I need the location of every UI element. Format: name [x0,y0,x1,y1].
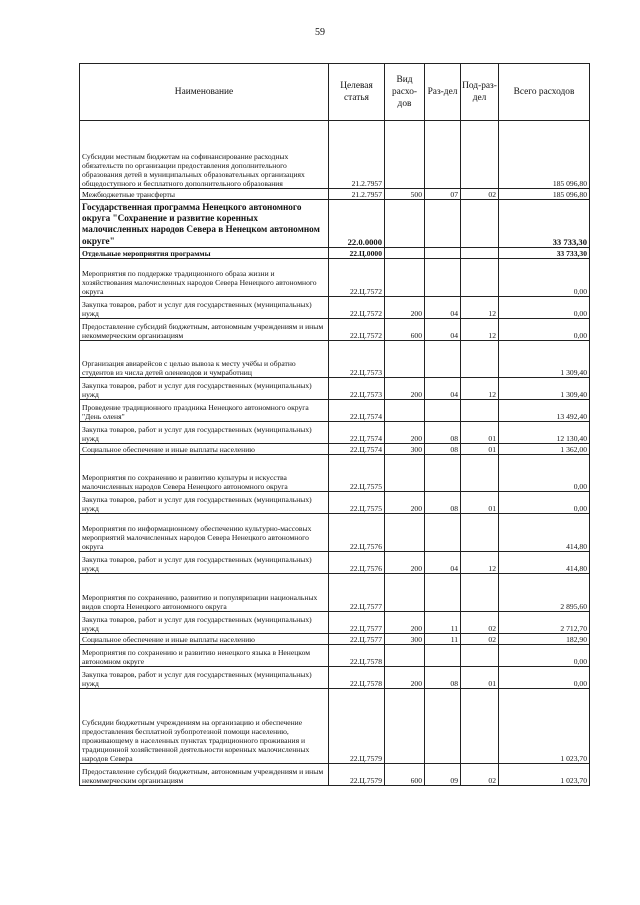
row-total: 0,00 [499,259,590,297]
row-name: Субсидии местным бюджетам на софинансирование расходных обязательств по организации предоставления дополнительного образования детей в муниципальных образовательных организациях общедоступного и бесплатного дополнительного образования [80,121,329,189]
row-section [425,200,461,248]
header-type: Вид расхо-дов [385,64,425,121]
row-name: Субсидии бюджетным учреждениям на организацию и обеспечение предоставления бесплатной зубопротезной помощи населению, проживающему в населенных пунктах традиционного проживания и традиционной хозяйственной деятельности коренных малочисленных народов Севера [80,689,329,764]
row-total: 33 733,30 [499,200,590,248]
table-row [80,764,590,786]
row-subsection: 02 [461,612,499,634]
row-subsection [461,400,499,422]
row-type: 200 [385,552,425,574]
row-total: 2 712,70 [499,612,590,634]
table-row [80,248,590,259]
row-article: 22.Ц.7577 [329,634,385,645]
row-section [425,574,461,612]
header-article: Целевая статья [329,64,385,121]
row-section [425,689,461,764]
row-total: 1 362,00 [499,444,590,455]
row-article: 22.Ц.7578 [329,667,385,689]
row-subsection: 12 [461,552,499,574]
row-section: 09 [425,764,461,786]
table-row [80,319,590,341]
row-article: 22.Ц.0000 [329,248,385,259]
row-section: 08 [425,444,461,455]
row-type: 600 [385,319,425,341]
row-type: 200 [385,297,425,319]
budget-table [79,63,590,786]
row-article: 22.Ц.7574 [329,422,385,444]
row-article: 22.Ц.7577 [329,574,385,612]
row-subsection: 12 [461,378,499,400]
row-type: 500 [385,189,425,200]
table-row [80,378,590,400]
row-total: 0,00 [499,667,590,689]
row-section: 08 [425,492,461,514]
row-subsection [461,645,499,667]
row-type [385,400,425,422]
row-name: Мероприятия по сохранению, развитию и популяризации национальных видов спорта Ненецкого автономного округа [80,574,329,612]
row-name: Закупка товаров, работ и услуг для государственных (муниципальных) нужд [80,422,329,444]
row-section: 04 [425,378,461,400]
table-row [80,492,590,514]
row-article: 22.Ц.7575 [329,492,385,514]
row-type [385,200,425,248]
table-row [80,200,590,248]
row-name: Мероприятия по сохранению и развитию ненецкого языка в Ненецком автономном округе [80,645,329,667]
row-name: Закупка товаров, работ и услуг для государственных (муниципальных) нужд [80,667,329,689]
row-subsection: 01 [461,422,499,444]
row-section: 07 [425,189,461,200]
row-type: 300 [385,634,425,645]
table-row [80,552,590,574]
row-type [385,645,425,667]
row-total: 1 309,40 [499,341,590,378]
row-total: 0,00 [499,319,590,341]
row-section [425,400,461,422]
row-subsection [461,200,499,248]
table-row [80,297,590,319]
row-type [385,341,425,378]
row-subsection [461,689,499,764]
row-type: 300 [385,444,425,455]
row-type: 200 [385,378,425,400]
row-subsection [461,574,499,612]
row-article: 21.2.7957 [329,189,385,200]
row-name: Предоставление субсидий бюджетным, автономным учреждениям и иным некоммерческим организациям [80,764,329,786]
row-article: 22.Ц.7579 [329,764,385,786]
row-type [385,574,425,612]
row-type: 200 [385,422,425,444]
header-section: Раз-дел [425,64,461,121]
row-name: Мероприятия по информационному обеспечению культурно-массовых мероприятий малочисленных народов Севера Ненецкого автономного округа [80,514,329,552]
row-type [385,455,425,492]
row-type [385,514,425,552]
table-row [80,634,590,645]
row-article: 22.Ц.7574 [329,444,385,455]
row-section [425,121,461,189]
row-section [425,341,461,378]
row-subsection: 01 [461,492,499,514]
row-name: Закупка товаров, работ и услуг для государственных (муниципальных) нужд [80,297,329,319]
row-subsection [461,341,499,378]
row-article: 22.Ц.7575 [329,455,385,492]
table-row [80,121,590,189]
row-subsection [461,455,499,492]
row-name: Государственная программа Ненецкого автономного округа "Сохранение и развитие коренных малочисленных народов Севера в Ненецком автономном округе" [80,200,329,248]
row-article: 22.Ц.7573 [329,378,385,400]
row-article: 22.Ц.7574 [329,400,385,422]
table-row [80,689,590,764]
row-section [425,455,461,492]
row-article: 21.2.7957 [329,121,385,189]
row-subsection [461,121,499,189]
row-name: Организация авиарейсов с целью вывоза к месту учёбы и обратно студентов из числа детей оленеводов и чумработниц [80,341,329,378]
row-name: Мероприятия по сохранению и развитию культуры и искусства малочисленных народов Севера Ненецкого автономного округа [80,455,329,492]
header-name: Наименование [80,64,329,121]
row-section: 04 [425,319,461,341]
row-subsection: 02 [461,189,499,200]
row-total: 182,90 [499,634,590,645]
row-section [425,259,461,297]
row-name: Межбюджетные трансферты [80,189,329,200]
table-row [80,400,590,422]
row-name: Закупка товаров, работ и услуг для государственных (муниципальных) нужд [80,492,329,514]
table-row [80,422,590,444]
header-subsection: Под-раз-дел [461,64,499,121]
row-name: Проведение традиционного праздника Ненецкого автономного округа "День оленя" [80,400,329,422]
row-section: 04 [425,552,461,574]
row-section: 11 [425,634,461,645]
row-total: 414,80 [499,552,590,574]
row-name: Отдельные мероприятия программы [80,248,329,259]
row-subsection: 12 [461,319,499,341]
row-article: 22.Ц.7576 [329,514,385,552]
row-type: 200 [385,492,425,514]
row-article: 22.Ц.7572 [329,319,385,341]
table-row [80,645,590,667]
row-section [425,248,461,259]
row-total: 1 309,40 [499,378,590,400]
row-section: 04 [425,297,461,319]
row-name: Закупка товаров, работ и услуг для государственных (муниципальных) нужд [80,552,329,574]
row-article: 22.Ц.7576 [329,552,385,574]
row-type [385,689,425,764]
row-subsection: 02 [461,634,499,645]
row-total: 0,00 [499,297,590,319]
table-row [80,455,590,492]
row-subsection: 12 [461,297,499,319]
row-section [425,514,461,552]
row-section: 08 [425,667,461,689]
row-article: 22.Ц.7572 [329,259,385,297]
row-total: 0,00 [499,645,590,667]
row-total: 414,80 [499,514,590,552]
header-total: Всего расходов [499,64,590,121]
table-header-row [80,64,590,121]
row-total: 0,00 [499,455,590,492]
row-name: Закупка товаров, работ и услуг для государственных (муниципальных) нужд [80,378,329,400]
row-article: 22.Ц.7578 [329,645,385,667]
row-name: Закупка товаров, работ и услуг для государственных (муниципальных) нужд [80,612,329,634]
table-row [80,259,590,297]
row-subsection: 02 [461,764,499,786]
row-type [385,121,425,189]
row-type: 200 [385,612,425,634]
table-row [80,444,590,455]
row-name: Мероприятия по поддержке традиционного образа жизни и хозяйствования малочисленных народов Севера Ненецкого автономного округа [80,259,329,297]
row-type: 200 [385,667,425,689]
row-subsection: 01 [461,667,499,689]
table-row [80,574,590,612]
row-section: 11 [425,612,461,634]
row-name: Предоставление субсидий бюджетным, автономным учреждениям и иным некоммерческим организациям [80,319,329,341]
table-row [80,514,590,552]
row-section [425,645,461,667]
row-total: 1 023,70 [499,764,590,786]
row-subsection [461,259,499,297]
row-total: 12 130,40 [499,422,590,444]
row-total: 185 096,80 [499,189,590,200]
row-total: 33 733,30 [499,248,590,259]
row-type [385,248,425,259]
row-subsection [461,248,499,259]
row-total: 185 096,80 [499,121,590,189]
table-row [80,341,590,378]
row-subsection: 01 [461,444,499,455]
row-total: 2 895,60 [499,574,590,612]
row-total: 0,00 [499,492,590,514]
row-article: 22.0.0000 [329,200,385,248]
row-type: 600 [385,764,425,786]
row-type [385,259,425,297]
row-name: Социальное обеспечение и иные выплаты населению [80,444,329,455]
row-article: 22.Ц.7579 [329,689,385,764]
row-total: 1 023,70 [499,689,590,764]
table-row [80,667,590,689]
row-total: 13 492,40 [499,400,590,422]
table-body [80,121,590,786]
row-article: 22.Ц.7577 [329,612,385,634]
table-row [80,612,590,634]
row-subsection [461,514,499,552]
page-number: 59 [315,27,325,38]
table-row [80,189,590,200]
row-article: 22.Ц.7573 [329,341,385,378]
row-section: 08 [425,422,461,444]
row-article: 22.Ц.7572 [329,297,385,319]
row-name: Социальное обеспечение и иные выплаты населению [80,634,329,645]
